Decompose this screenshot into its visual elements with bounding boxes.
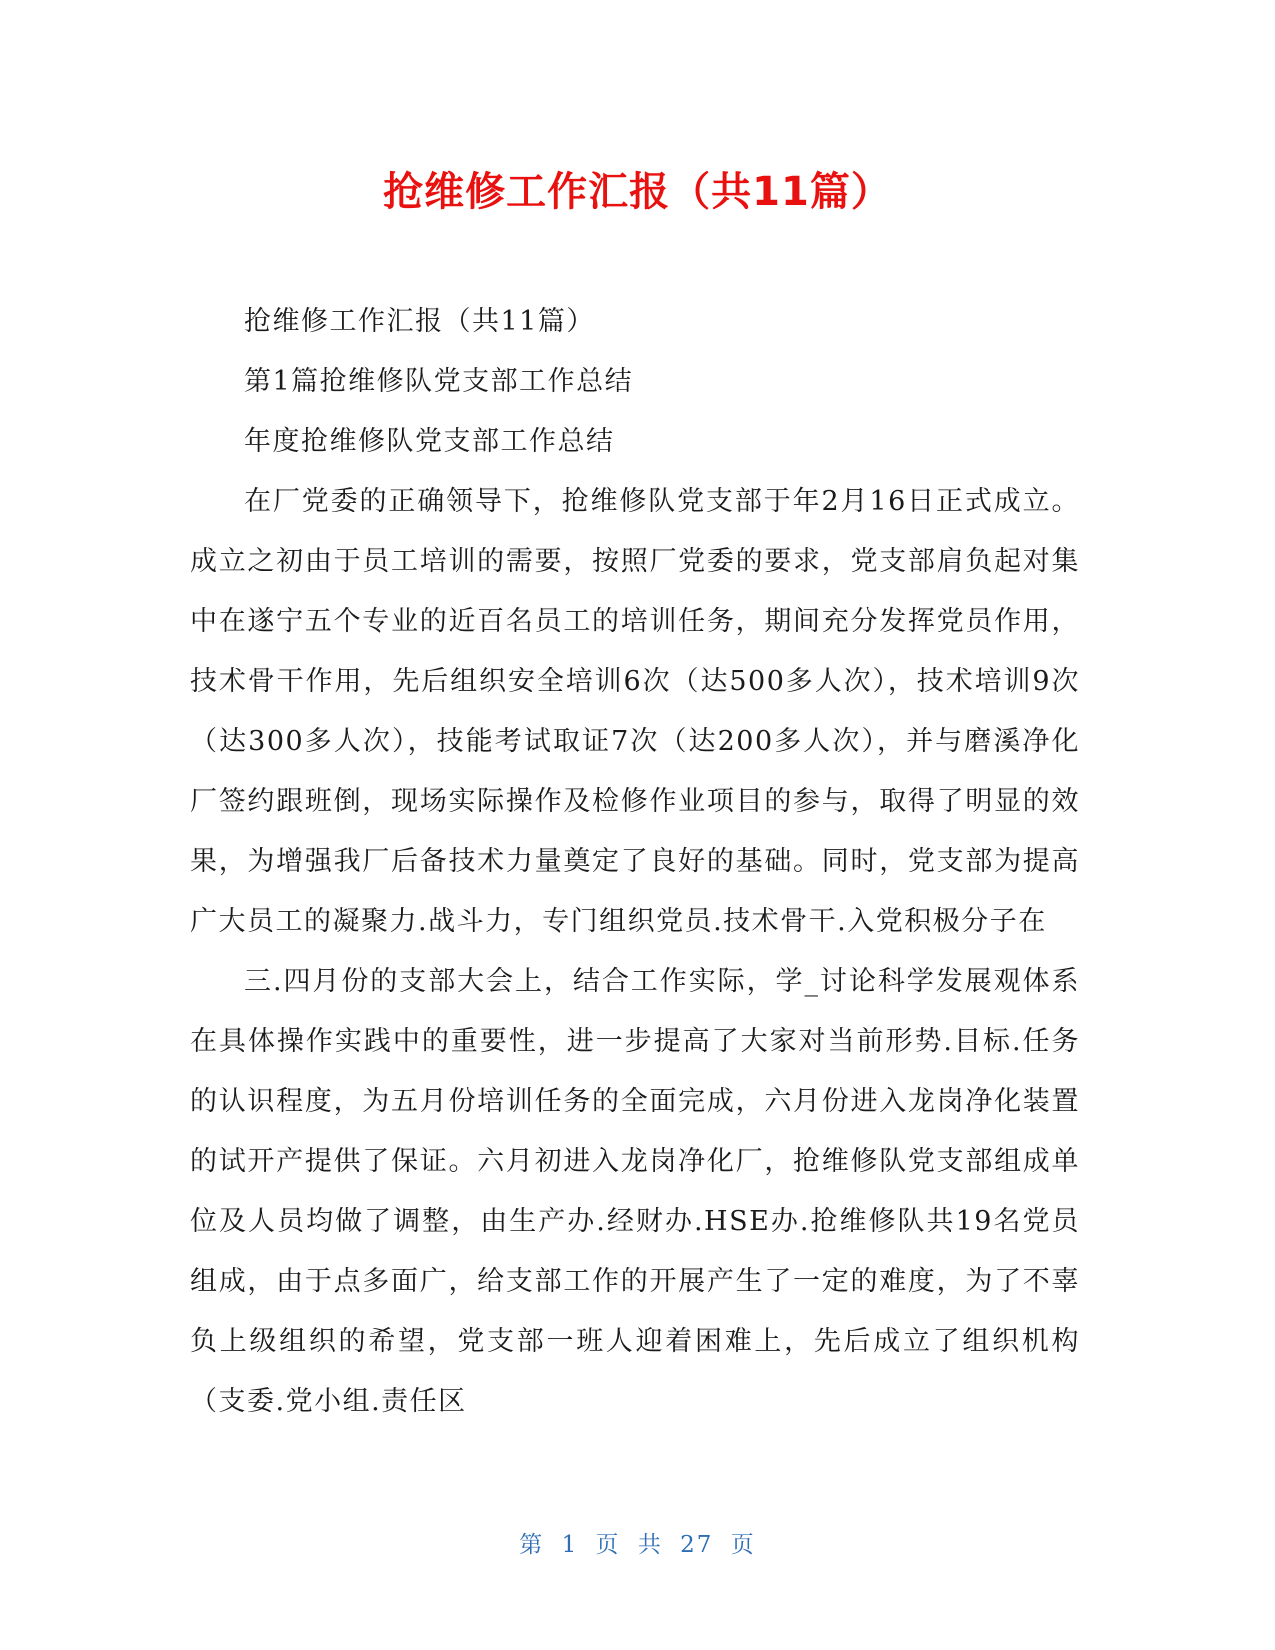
footer-middle: 页	[595, 1532, 621, 1558]
paragraph-body: 在厂党委的正确领导下，抢维修队党支部于年2月16日正式成立。成立之初由于员工培训的需要，按照厂党委的要求，党支部肩负起对集中在遂宁五个专业的近百名员工的培训任务，期间充分发挥党员作用，技术骨干作用，先后组织安全培训6次（达500多人次），技术培训9次（达300多人次），技能考试取证7次（达200多人次），并与磨溪净化厂签约跟班倒，现场实际操作及检修作业项目的参与，取得了明显的效果，为增强我厂后备技术力量奠定了良好的基础。同时，党支部为提高广大员工的凝聚力.战斗力，专门组织党员.技术骨干.入党积极分子在	[190, 486, 1080, 937]
document-title: 抢维修工作汇报（共11篇）	[383, 169, 892, 215]
footer-current-page: 1	[561, 1532, 579, 1558]
paragraph-heading: 抢维修工作汇报（共11篇）	[244, 306, 595, 337]
footer-prefix: 第	[519, 1532, 545, 1558]
footer-suffix: 页	[730, 1532, 756, 1558]
footer-total-pages: 27	[680, 1532, 714, 1558]
document-body	[190, 292, 1080, 1432]
page-number-footer	[0, 1526, 1275, 1559]
paragraph-section-title: 第1篇抢维修队党支部工作总结	[244, 366, 634, 397]
paragraph-body: 三.四月份的支部大会上，结合工作实际，学_讨论科学发展观体系在具体操作实践中的重要性，进一步提高了大家对当前形势.目标.任务的认识程度，为五月份培训任务的全面完成，六月份进入龙岗净化装置的试开产提供了保证。六月初进入龙岗净化厂，抢维修队党支部组成单位及人员均做了调整，由生产办.经财办.HSE办.抢维修队共19名党员组成，由于点多面广，给支部工作的开展产生了一定的难度，为了不辜负上级组织的希望，党支部一班人迎着困难上，先后成立了组织机构（支委.党小组.责任区	[190, 966, 1080, 1417]
paragraph-subtitle: 年度抢维修队党支部工作总结	[244, 426, 615, 457]
footer-total-label: 共	[637, 1532, 663, 1558]
